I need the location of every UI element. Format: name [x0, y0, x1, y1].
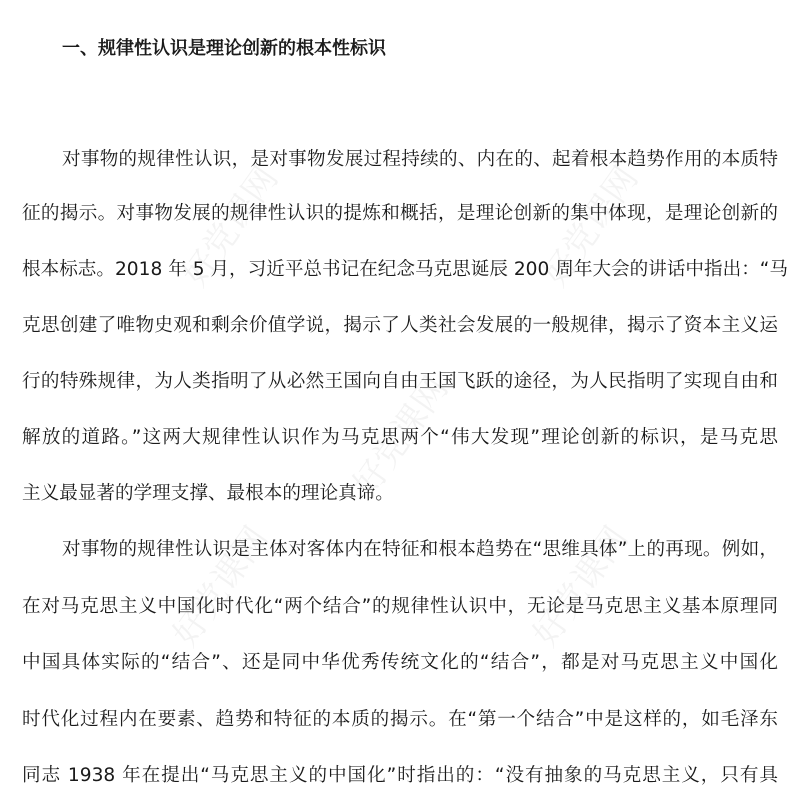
watermark: 好党课网 — [525, 519, 637, 654]
paragraph-line: 主义最显著的学理支撑、最根本的理论真谛。 — [22, 483, 394, 504]
paragraph-line: 时代化过程内在要素、趋势和特征的本质的揭示。在“第一个结合”中是这样的，如毛泽东 — [22, 709, 778, 730]
paragraph-line: 克思创建了唯物史观和剩余价值学说，揭示了人类社会发展的一般规律，揭示了资本主义运 — [22, 315, 778, 336]
paragraph-line: 对事物的规律性认识是主体对客体内在特征和根本趋势在“思维具体”上的再现。例如， — [62, 539, 778, 560]
paragraph-line: 征的揭示。对事物发展的规律性认识的提炼和概括，是理论创新的集中体现，是理论创新的 — [22, 203, 778, 224]
paragraph-line: 同志 1938 年在提出“马克思主义的中国化”时指出的：“没有抽象的马克思主义，只有具 — [22, 765, 778, 786]
watermark: 好党课网 — [165, 519, 277, 654]
paragraph-line: 在对马克思主义中国化时代化“两个结合”的规律性认识中，无论是马克思主义基本原理同 — [22, 596, 778, 617]
paragraph-line: 行的特殊规律，为人类指明了从必然王国向自由王国飞跃的途径，为人民指明了实现自由和 — [22, 371, 778, 392]
paragraph-line: 解放的道路。”这两大规律性认识作为马克思两个“伟大发现”理论创新的标识，是马克思 — [22, 427, 778, 448]
paragraph-line: 对事物的规律性认识，是对事物发展过程持续的、内在的、起着根本趋势作用的本质特 — [62, 149, 778, 170]
watermark: 好党课网 — [175, 159, 287, 294]
watermark: 好党课网 — [345, 369, 457, 504]
paragraph-line: 中国具体实际的“结合”、还是同中华优秀传统文化的“结合”，都是对马克思主义中国化 — [22, 652, 778, 673]
watermark: 好党课网 — [535, 159, 647, 294]
section-heading: 一、规律性认识是理论创新的根本性标识 — [62, 38, 386, 59]
paragraph-line: 根本标志。2018 年 5 月，习近平总书记在纪念马克思诞辰 200 周年大会的讲话中指出：“马 — [22, 259, 789, 280]
